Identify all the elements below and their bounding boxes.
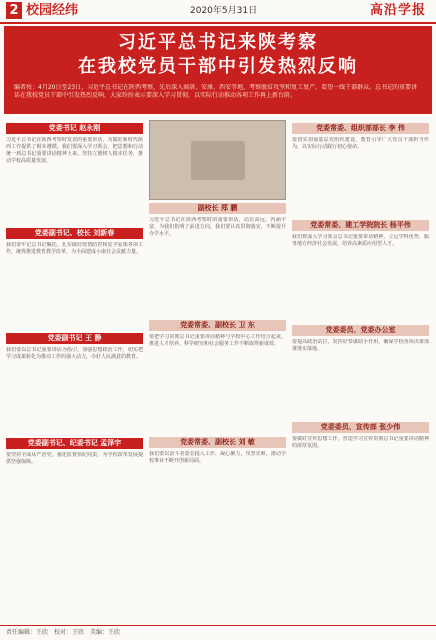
article-text: 要把学习贯彻总书记重要讲话精神与学校中心工作结合起来，推进人才培养、科学研究和社会服务工作不断取得新成效。 bbox=[149, 334, 286, 347]
section-heading: 副校长 郑 鹏 bbox=[149, 203, 286, 214]
issue-date: 2020年5月31日 bbox=[190, 6, 258, 16]
article-text: 要切实加强基层党组织建设，教育引导广大党员干部担当作为，以实际行动践行初心使命。 bbox=[292, 137, 429, 150]
article-text: 要做好宣传思想工作，营造学习宣传贯彻总书记重要讲话精神的浓厚氛围。 bbox=[292, 436, 429, 449]
headline-banner bbox=[4, 26, 432, 114]
section-heading: 党委副书记、纪委书记 孟泽宇 bbox=[6, 438, 143, 449]
newspaper-brand: 高沿学报 bbox=[369, 3, 426, 18]
article-text: 我们将深入学习领会总书记重要讲话精神，立足学科优势，服务地方经济社会发展，培养高素质应用型人才。 bbox=[292, 234, 429, 247]
article-text: 我们要牢记总书记嘱托，扎实做好疫情防控和复学复课各项工作，统筹推进教育教学改革，为全面建成小康社会贡献力量。 bbox=[6, 242, 143, 255]
section-heading: 党委副书记、校长 刘新春 bbox=[6, 228, 143, 239]
article-text: 习近平总书记在陕西考察时的重要讲话，站位高远，内涵丰富，为我们指明了前进方向。我们要认真贯彻落实，不断提升办学水平。 bbox=[149, 217, 286, 237]
headline-line1: 习近平总书记来陕考察 bbox=[118, 32, 318, 53]
column-1 bbox=[6, 120, 143, 532]
headline-line2: 在我校党员干部中引发热烈反响 bbox=[78, 56, 358, 77]
article-text: 习近平总书记在陕西考察时发表的重要讲话，为做好新时代陕西工作提供了根本遵循。我们要深入学习领会，把思想和行动统一到总书记重要讲话精神上来，坚持立德树人根本任务，推动学校高质量发展。 bbox=[6, 137, 143, 164]
news-photo bbox=[149, 120, 286, 200]
page-number: 2 bbox=[6, 2, 22, 19]
section-heading: 党委委员、党委办公室 bbox=[292, 325, 429, 336]
article-text: 要坚持全面从严治党，强化监督执纪问责，为学校改革发展提供坚强保障。 bbox=[6, 452, 143, 465]
section-heading: 党委常委、副校长 刘 敏 bbox=[149, 437, 286, 448]
article-text: 我们要以总书记重要讲话为指引，加强思想政治工作，切实把学习成果转化为推动工作的强大动力，办好人民满意的教育。 bbox=[6, 347, 143, 360]
editor-credits: 责任编辑：王欣 校对：王欣 美编：王欣 bbox=[6, 629, 121, 636]
section-heading: 党委常委、副校长 卫 东 bbox=[149, 320, 286, 331]
section-heading: 党委副书记 王 静 bbox=[6, 333, 143, 344]
article-text: 要提高政治站位，发挥好参谋助手作用，确保学校各项决策部署落实落地。 bbox=[292, 339, 429, 352]
section-heading: 党委常委、组织部部长 李 伟 bbox=[292, 123, 429, 134]
section-heading: 党委书记 赵永刚 bbox=[6, 123, 143, 134]
editor-note: 编者按：4月20日至23日，习近平总书记在陕西考察，先后深入商洛、安康、西安等地，考察脱贫攻坚和复工复产，看望一线干部群众。总书记的重要讲话在我校党员干部中引发热烈反响，大家纷纷表示要深入学习贯彻，以实际行动推动各项工作再上新台阶。 bbox=[14, 84, 418, 99]
footer bbox=[0, 625, 436, 640]
section-name: 校园经纬 bbox=[26, 3, 79, 18]
section-heading: 党委委员、宣传部 张少伟 bbox=[292, 422, 429, 433]
article-text: 我们要以奋斗者姿态投入工作，凝心聚力，攻坚克难，推动学校事业不断开创新局面。 bbox=[149, 451, 286, 464]
column-2 bbox=[149, 120, 286, 541]
column-3 bbox=[292, 120, 429, 524]
section-heading: 党委常委、建工学院院长 杨平伟 bbox=[292, 220, 429, 231]
masthead bbox=[0, 0, 436, 24]
